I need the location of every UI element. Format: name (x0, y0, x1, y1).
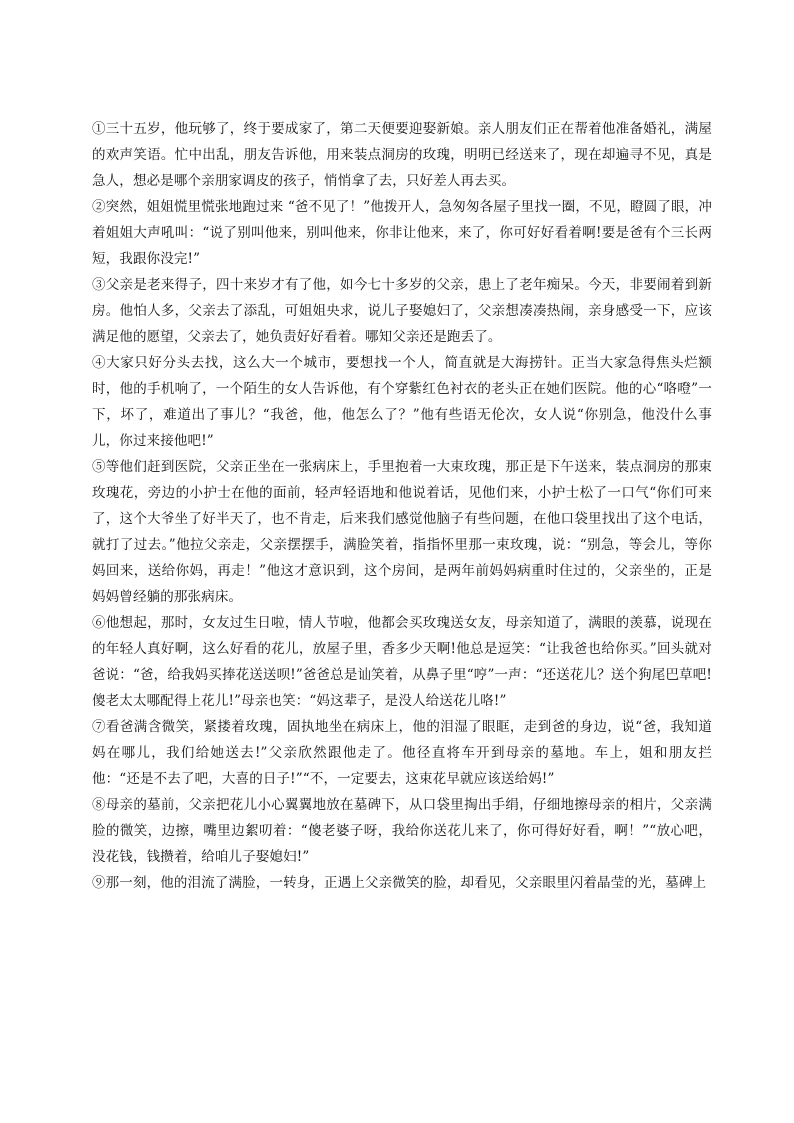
paragraph-5: ⑤等他们赶到医院，父亲正坐在一张病床上，手里抱着一大束玫瑰，那正是下午送来，装点洞房的那束玫瑰花，旁边的小护士在他的面前，轻声轻语地和他说着话，见他们来，小护士松了一口气“你们可来了，这个大爷坐了好半天了，也不肯走，后来我们感觉他脑子有些问题，在他口袋里找出了这个电话，就打了过去。”他拉父亲走，父亲摆摆手，满脸笑着，指指怀里那一束玫瑰，说：“别急，等会儿，等你妈回来，送给你妈，再走！”他这才意识到，这个房间，是两年前妈妈病重时住过的，父亲坐的，正是妈妈曾经躺的那张病床。 (92, 459, 712, 605)
paragraph-1: ①三十五岁，他玩够了，终于要成家了，第二天便要迎娶新娘。亲人朋友们正在帮着他准备婚礼，满屋的欢声笑语。忙中出乱，朋友告诉他，用来装点洞房的玫瑰，明明已经送来了，现在却遍寻不见，真是急人，想必是哪个亲朋家调皮的孩子，悄悄拿了去，只好差人再去买。 (92, 121, 712, 189)
paragraph-9: ⑨那一刻，他的泪流了满脸，一转身，正遇上父亲微笑的脸，却看见，父亲眼里闪着晶莹的光，墓碑上 (92, 875, 707, 891)
paragraph-8: ⑧母亲的墓前，父亲把花儿小心翼翼地放在墓碑下，从口袋里掏出手绢，仔细地擦母亲的相片，父亲满脸的微笑，边擦，嘴里边絮叨着：“傻老婆子呀，我给你送花儿来了，你可得好好看，啊！”“放心吧，没花钱，钱攒着，给咱儿子娶媳妇!” (92, 797, 712, 865)
paragraph-6: ⑥他想起，那时，女友过生日啦，情人节啦，他都会买玫瑰送女友，母亲知道了，满眼的羡慕，说现在的年轻人真好啊，这么好看的花儿，放屋子里，香多少天啊!他总是逗笑：“让我爸也给你买。”回头就对爸说：“爸，给我妈买捧花送送呗!”爸爸总是讪笑着，从鼻子里“哼”一声：“还送花儿？送个狗尾巴草吧!傻老太太哪配得上花儿!”母亲也笑：“妈这辈子，是没人给送花儿咯!” (92, 615, 712, 709)
paragraph-2: ②突然，姐姐慌里慌张地跑过来 “爸不见了！”他拨开人，急匆匆各屋子里找一圈，不见，瞪圆了眼，冲着姐姐大声吼叫：“说了别叫他来，别叫他来，你非让他来，来了，你可好好看着啊!要是爸有个三长两短，我跟你没完!” (92, 199, 712, 267)
paragraph-4: ④大家只好分头去找，这么大一个城市，要想找一个人，简直就是大海捞针。正当大家急得焦头烂额时，他的手机响了，一个陌生的女人告诉他，有个穿紫红色衬衣的老头正在她们医院。他的心“咯噔”一下，坏了，难道出了事儿？“我爸，他，他怎么了？”他有些语无伦次，女人说“你别急，他没什么事儿，你过来接他吧!” (92, 355, 712, 449)
paragraph-7: ⑦看爸满含微笑，紧搂着玫瑰，固执地坐在病床上，他的泪湿了眼眶，走到爸的身边，说“爸，我知道妈在哪儿，我们给她送去!”父亲欣然跟他走了。他径直将车开到母亲的墓地。车上，姐和朋友拦他：“还是不去了吧，大喜的日子!”“不，一定要去，这束花早就应该送给妈!” (92, 719, 712, 787)
paragraph-3: ③父亲是老来得子，四十来岁才有了他，如今七十多岁的父亲，患上了老年痴呆。今天，非要闹着到新房。他怕人多，父亲去了添乱，可姐姐央求，说儿子娶媳妇了，父亲想凑凑热闹，亲身感受一下，应该满足他的愿望，父亲去了，她负责好好看着。哪知父亲还是跑丢了。 (92, 277, 712, 345)
document-page (92, 116, 712, 896)
